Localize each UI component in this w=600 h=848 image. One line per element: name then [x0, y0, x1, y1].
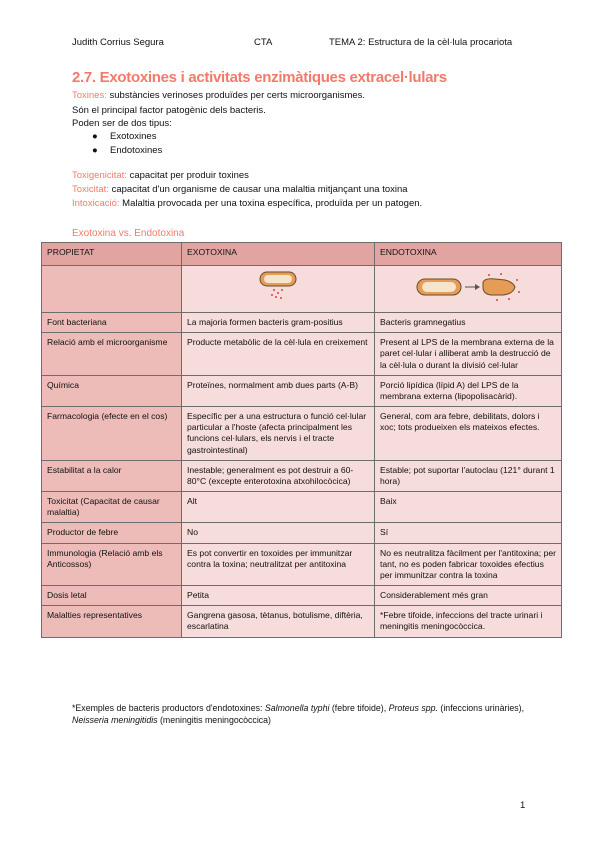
- table-cell: Considerablement més gran: [375, 586, 562, 606]
- table-row: [42, 586, 562, 606]
- table-cell: No: [182, 523, 375, 543]
- footnote: *Exemples de bacteris productors d'endotoxines: Salmonella typhi (febre tifoide), Proteus spp. (infeccions urinàries), Neisseria meningitidis (meningitis meningocòccica): [72, 703, 525, 725]
- table-cell: Sí: [375, 523, 562, 543]
- table-cell: Es pot convertir en toxoides per immunitzar contra la toxina; neutralitzat per antitoxina: [182, 543, 375, 586]
- table-cell: Inestable; generalment es pot destruir a 60-80°C (excepte enterotoxina atxohilocòcica): [182, 460, 375, 491]
- intro-toxines: [72, 90, 365, 101]
- column-header: EXOTOXINA: [182, 243, 375, 266]
- endotoxin-bacterium-icon: [413, 272, 523, 302]
- table-cell: [42, 266, 182, 313]
- exotoxin-illustration: [182, 266, 375, 313]
- column-header: ENDOTOXINA: [375, 243, 562, 266]
- table-cell: No es neutralitza fàcilment per l'antitoxina; per tant, no es poden fabricar toxoides efectius per immunitzar contra la toxina: [375, 543, 562, 586]
- table-cell: Específic per a una estructura o funció cel·lular particular a l'hoste (afecta principalment les funcions cel·lulars, els nervis i el tracte gastrointestinal): [182, 407, 375, 461]
- definition-toxicitat: Toxicitat: capacitat d'un organisme de causar una malaltia mitjançant una toxina: [72, 184, 408, 195]
- intro-line3: Poden ser de dos tipus:: [72, 118, 172, 129]
- table-cell: Petita: [182, 586, 375, 606]
- header-topic: TEMA 2: Estructura de la cèl·lula procariota: [329, 37, 513, 48]
- definition-intoxicacio: Intoxicació: Malaltia provocada per una toxina específica, produïda per un patogen.: [72, 198, 423, 209]
- table-cell: Toxicitat (Capacitat de causar malaltia): [42, 492, 182, 523]
- table-row: [42, 523, 562, 543]
- table-cell: Productor de febre: [42, 523, 182, 543]
- table-row: [42, 543, 562, 586]
- page-number: 1: [520, 800, 526, 811]
- table-title: Exotoxina vs. Endotoxina: [72, 228, 185, 239]
- table-cell: Font bacteriana: [42, 313, 182, 333]
- table-cell: Estabilitat a la calor: [42, 460, 182, 491]
- table-cell: Farmacologia (efecte en el cos): [42, 407, 182, 461]
- table-row: [42, 313, 562, 333]
- table-image-row: [42, 266, 562, 313]
- table-row: [42, 606, 562, 637]
- def-toxines: substàncies verinoses produïdes per certs microorganismes.: [109, 90, 366, 101]
- table-row: [42, 407, 562, 461]
- intro-line2: Són el principal factor patogènic dels bacteris.: [72, 105, 266, 116]
- column-header: PROPIETAT: [42, 243, 182, 266]
- table-cell: Dosis letal: [42, 586, 182, 606]
- header-subject: CTA: [254, 37, 273, 48]
- table-cell: La majoria formen bacteris gram-positius: [182, 313, 375, 333]
- table-cell: Present al LPS de la membrana externa de la paret cel·lular i alliberat amb la destrucció de la cèl·lula o durant la divisió cel·lular: [375, 333, 562, 376]
- table-row: [42, 375, 562, 406]
- table-cell: Bacteris gramnegatius: [375, 313, 562, 333]
- endotoxin-illustration: [375, 266, 562, 313]
- table-cell: *Febre tifoide, infeccions del tracte urinari i meningitis meningocòccica.: [375, 606, 562, 637]
- table-cell: Química: [42, 375, 182, 406]
- list-item: ● Exotoxines: [92, 131, 157, 142]
- table-row: [42, 333, 562, 376]
- comparison-table: [41, 242, 562, 638]
- table-row: [42, 460, 562, 491]
- section-title: 2.7. Exotoxines i activitats enzimàtiques extracel·lulars: [72, 69, 447, 86]
- list-item: ● Endotoxines: [92, 145, 163, 156]
- table-cell: Gangrena gasosa, tètanus, botulisme, diftèria, escarlatina: [182, 606, 375, 637]
- table-cell: Producte metabòlic de la cèl·lula en creixement: [182, 333, 375, 376]
- table-cell: Baix: [375, 492, 562, 523]
- table-cell: Proteïnes, normalment amb dues parts (A-B): [182, 375, 375, 406]
- table-cell: Malalties representatives: [42, 606, 182, 637]
- term-toxines: Toxines:: [72, 90, 107, 101]
- table-cell: General, com ara febre, debilitats, dolors i xoc; tots produeixen els mateixos efectes.: [375, 407, 562, 461]
- table-cell: Immunologia (Relació amb els Anticossos): [42, 543, 182, 586]
- table-row: [42, 492, 562, 523]
- definition-toxigenicitat: Toxigenicitat: capacitat per produir toxines: [72, 170, 249, 181]
- table-cell: Alt: [182, 492, 375, 523]
- header-author: Judith Corrius Segura: [72, 37, 164, 48]
- table-header-row: [42, 243, 562, 266]
- table-cell: Porció lipídica (lípid A) del LPS de la membrana externa (lipopolisacàrid).: [375, 375, 562, 406]
- table-cell: Estable; pot suportar l'autoclau (121° durant 1 hora): [375, 460, 562, 491]
- table-cell: Relació amb el microorganisme: [42, 333, 182, 376]
- exotoxin-bacterium-icon: [256, 270, 300, 304]
